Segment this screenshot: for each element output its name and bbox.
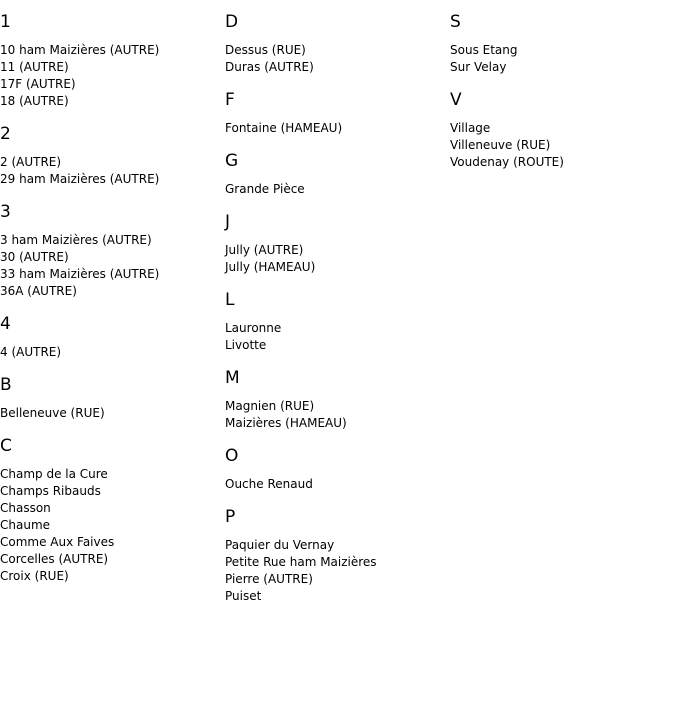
letter-group <box>0 12 220 110</box>
street-index-column-2 <box>225 0 445 619</box>
street-list <box>225 476 445 493</box>
letter-group <box>225 507 445 605</box>
street-list-item: Voudenay (ROUTE) <box>450 155 564 169</box>
group-letter-heading: O <box>225 446 239 466</box>
group-letter-heading: 3 <box>0 202 11 222</box>
letter-group <box>0 314 220 361</box>
street-list-item: 18 (AUTRE) <box>0 94 69 108</box>
street-list-item: 2 (AUTRE) <box>0 155 62 169</box>
letter-group <box>225 290 445 354</box>
group-letter-heading: 2 <box>0 124 11 144</box>
street-list-item: Chasson <box>0 501 51 515</box>
letter-group <box>450 12 670 76</box>
group-letter-heading: M <box>225 368 240 388</box>
street-list-item: Village <box>450 121 491 135</box>
street-list <box>225 120 445 137</box>
street-list <box>225 42 445 76</box>
letter-group <box>225 212 445 276</box>
street-list-item: Champs Ribauds <box>0 484 101 498</box>
street-list <box>225 181 445 198</box>
street-list-item: Magnien (RUE) <box>225 399 315 413</box>
letter-group <box>225 368 445 432</box>
street-index-column-1 <box>0 0 220 599</box>
group-letter-heading: 1 <box>0 12 11 32</box>
street-list-item: 36A (AUTRE) <box>0 284 77 298</box>
street-list-item: Villeneuve (RUE) <box>450 138 551 152</box>
letter-group <box>225 90 445 137</box>
street-list <box>0 154 220 188</box>
street-list-item: Livotte <box>225 338 267 352</box>
letter-group <box>0 124 220 188</box>
street-list-item: 11 (AUTRE) <box>0 60 69 74</box>
street-list-item: Croix (RUE) <box>0 569 69 583</box>
street-list-item: Ouche Renaud <box>225 477 313 491</box>
street-list-item: Maizières (HAMEAU) <box>225 416 347 430</box>
street-list-item: Sur Velay <box>450 60 507 74</box>
street-list-item: Petite Rue ham Maizières <box>225 555 377 569</box>
street-list-item: Belleneuve (RUE) <box>0 406 105 420</box>
street-list-item: Paquier du Vernay <box>225 538 335 552</box>
group-letter-heading: 4 <box>0 314 11 334</box>
street-index-column-3 <box>450 0 670 185</box>
group-letter-heading: F <box>225 90 235 110</box>
letter-group <box>225 151 445 198</box>
letter-group <box>0 375 220 422</box>
street-list-item: 10 ham Maizières (AUTRE) <box>0 43 160 57</box>
street-list-item: 30 (AUTRE) <box>0 250 69 264</box>
group-letter-heading: C <box>0 436 12 456</box>
letter-group <box>0 202 220 300</box>
street-list-item: Puiset <box>225 589 262 603</box>
group-letter-heading: G <box>225 151 239 171</box>
street-list-item: 33 ham Maizières (AUTRE) <box>0 267 160 281</box>
letter-group <box>450 90 670 171</box>
group-letter-heading: J <box>225 212 231 232</box>
street-list-item: Dessus (RUE) <box>225 43 306 57</box>
street-list <box>450 120 670 171</box>
street-list-item: 4 (AUTRE) <box>0 345 62 359</box>
street-list-item: Sous Etang <box>450 43 518 57</box>
street-list <box>0 466 220 585</box>
letter-group <box>225 446 445 493</box>
street-list-item: 29 ham Maizières (AUTRE) <box>0 172 160 186</box>
street-list-item: Pierre (AUTRE) <box>225 572 313 586</box>
street-list-item: 17F (AUTRE) <box>0 77 76 91</box>
group-letter-heading: D <box>225 12 239 32</box>
street-list <box>0 42 220 110</box>
street-list <box>0 405 220 422</box>
street-list-item: Comme Aux Faives <box>0 535 115 549</box>
street-list-item: Jully (HAMEAU) <box>225 260 316 274</box>
street-list-item: Corcelles (AUTRE) <box>0 552 109 566</box>
street-list <box>225 320 445 354</box>
street-list <box>225 398 445 432</box>
group-letter-heading: S <box>450 12 461 32</box>
street-list-item: Lauronne <box>225 321 282 335</box>
street-list-item: Grande Pièce <box>225 182 305 196</box>
group-letter-heading: L <box>225 290 235 310</box>
street-list <box>450 42 670 76</box>
street-list <box>0 232 220 300</box>
street-list-item: Chaume <box>0 518 51 532</box>
street-list-item: Fontaine (HAMEAU) <box>225 121 343 135</box>
street-list-item: 3 ham Maizières (AUTRE) <box>0 233 152 247</box>
street-list <box>225 537 445 605</box>
street-list <box>225 242 445 276</box>
group-letter-heading: B <box>0 375 12 395</box>
street-list-item: Jully (AUTRE) <box>225 243 304 257</box>
group-letter-heading: V <box>450 90 462 110</box>
street-list-item: Duras (AUTRE) <box>225 60 314 74</box>
letter-group <box>225 12 445 76</box>
street-list-item: Champ de la Cure <box>0 467 108 481</box>
street-list <box>0 344 220 361</box>
letter-group <box>0 436 220 585</box>
group-letter-heading: P <box>225 507 236 527</box>
